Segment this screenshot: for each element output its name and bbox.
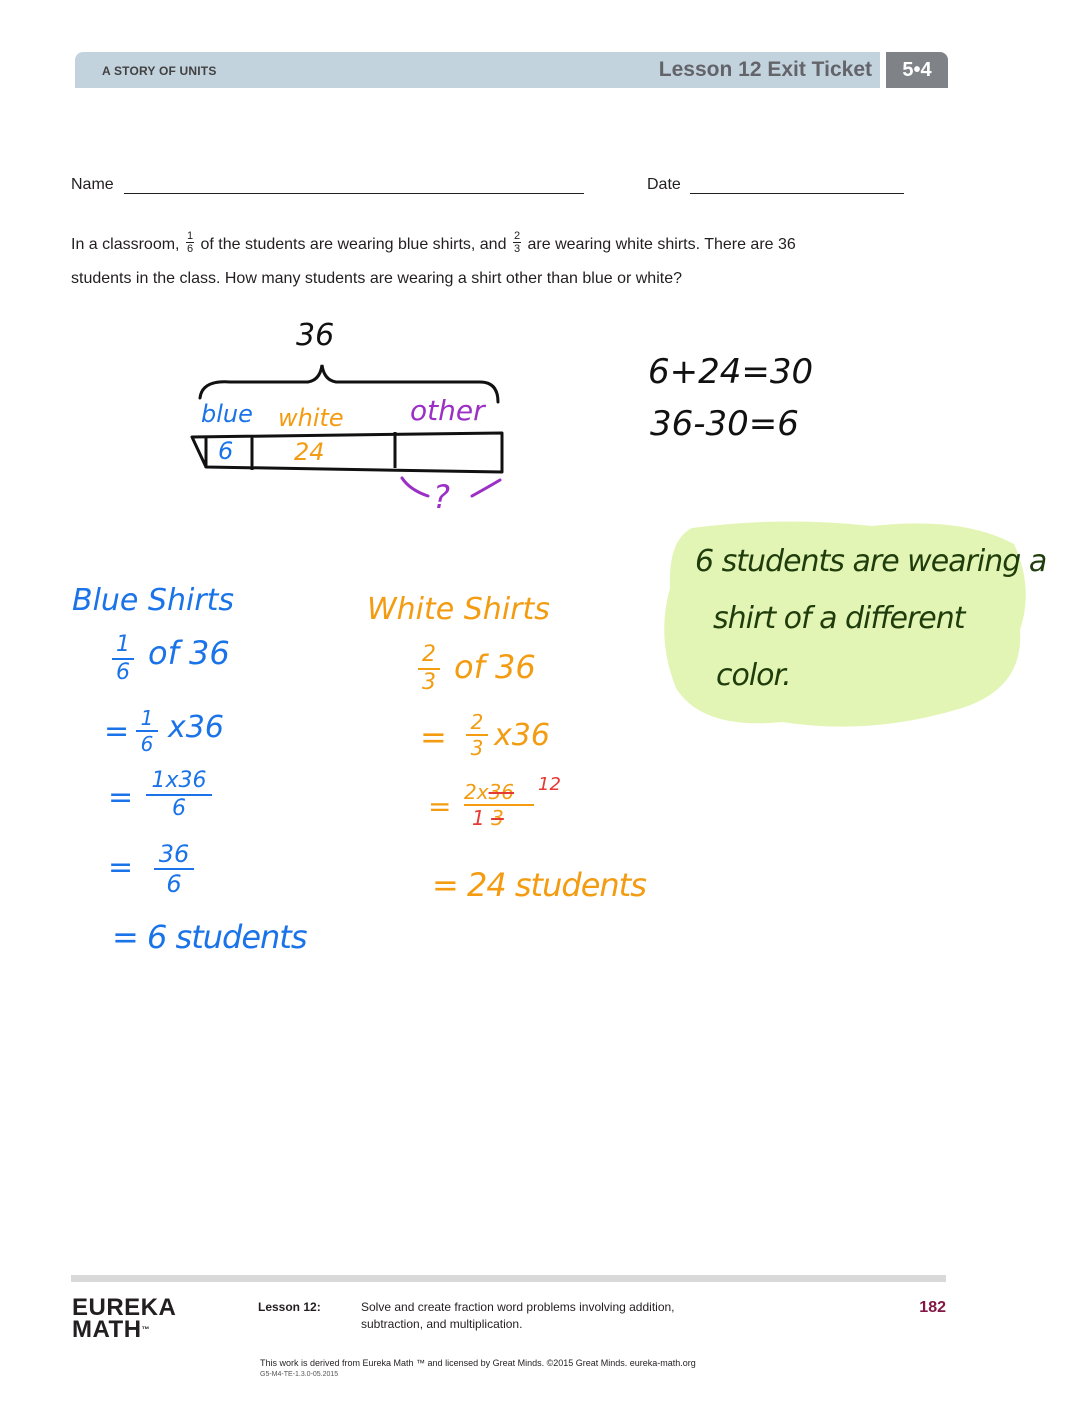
eureka-logo-line1: EUREKA <box>72 1294 177 1321</box>
tape-bar <box>192 433 502 472</box>
tape-white-label: white <box>278 404 344 432</box>
blue-step3-fraction: 36 6 <box>154 840 194 898</box>
problem-text-1: In a classroom, <box>71 236 180 253</box>
date-field[interactable] <box>690 193 904 194</box>
equation-sum: 6+24=30 <box>648 352 814 392</box>
blue-step3-eq: = <box>108 850 134 885</box>
blue-step2-fraction: 1x36 6 <box>146 768 212 822</box>
series-title: A STORY OF UNITS <box>102 64 217 78</box>
blue-step1-tail: x36 <box>168 710 224 745</box>
white-fraction: 2 3 <box>418 642 440 696</box>
white-step2-simplified: 12 <box>538 774 561 795</box>
lesson-title: Lesson 12 Exit Ticket <box>658 58 872 81</box>
footer-lesson-label: Lesson 12: <box>258 1300 321 1314</box>
white-step2-fraction: 2x36 1 3 <box>464 780 534 830</box>
problem-text-2: of the students are wearing blue shirts, and <box>200 236 507 253</box>
white-step1-fraction: 2 3 <box>466 710 488 760</box>
problem-statement <box>71 228 931 296</box>
answer-line-1: 6 students are wearing a <box>695 544 1047 579</box>
other-brace-right <box>472 480 500 496</box>
footer-rule <box>71 1275 946 1282</box>
white-result: = 24 students <box>432 866 646 904</box>
tape-white-value: 24 <box>294 438 325 466</box>
eureka-logo-line2: MATH™ <box>72 1316 151 1343</box>
name-label: Name <box>71 176 114 193</box>
white-step1-eq: = <box>420 718 447 756</box>
footer-description-2: subtraction, and multiplication. <box>361 1317 523 1331</box>
tape-other-label: other <box>410 394 485 427</box>
tape-unknown: ? <box>433 478 450 516</box>
tape-blue-label: blue <box>201 400 253 428</box>
module-badge: 5•4 <box>886 52 948 88</box>
license-text: This work is derived from Eureka Math ™ and licensed by Great Minds. ©2015 Great Minds. eureka-math.org <box>260 1358 696 1368</box>
answer-line-2: shirt of a different <box>713 601 965 636</box>
equation-difference: 36-30=6 <box>650 404 799 444</box>
date-label: Date <box>647 176 681 193</box>
tape-total: 36 <box>296 318 335 353</box>
blue-fraction: 1 6 <box>112 632 134 686</box>
blue-of-text: of 36 <box>148 634 230 672</box>
tape-blue-value: 6 <box>218 437 234 465</box>
blue-step1-fraction: 1 6 <box>136 706 158 756</box>
white-step1-tail: x36 <box>494 718 550 753</box>
page-number: 182 <box>919 1299 946 1316</box>
problem-text-4: students in the class. How many students are wearing a shirt other than blue or white? <box>71 270 682 287</box>
blue-step1-eq: = <box>104 714 130 749</box>
fraction-two-thirds: $\frac{2}{3}$ <box>513 230 521 256</box>
problem-text-3: are wearing white shirts. There are 36 <box>527 236 796 253</box>
white-of-text: of 36 <box>454 648 536 686</box>
blue-work-heading: Blue Shirts <box>72 583 235 618</box>
white-work-heading: White Shirts <box>367 592 550 627</box>
footer-description-1: Solve and create fraction word problems involving addition, <box>361 1300 675 1314</box>
blue-result: = 6 students <box>112 918 307 956</box>
fraction-one-sixth: $\frac{1}{6}$ <box>186 230 194 256</box>
other-brace-left <box>402 478 428 496</box>
blue-step2-eq: = <box>108 780 134 815</box>
document-code: G5-M4-TE-1.3.0-05.2015 <box>260 1371 339 1378</box>
white-step2-eq: = <box>428 790 452 823</box>
answer-line-3: color. <box>716 658 791 693</box>
name-field[interactable] <box>124 193 584 194</box>
